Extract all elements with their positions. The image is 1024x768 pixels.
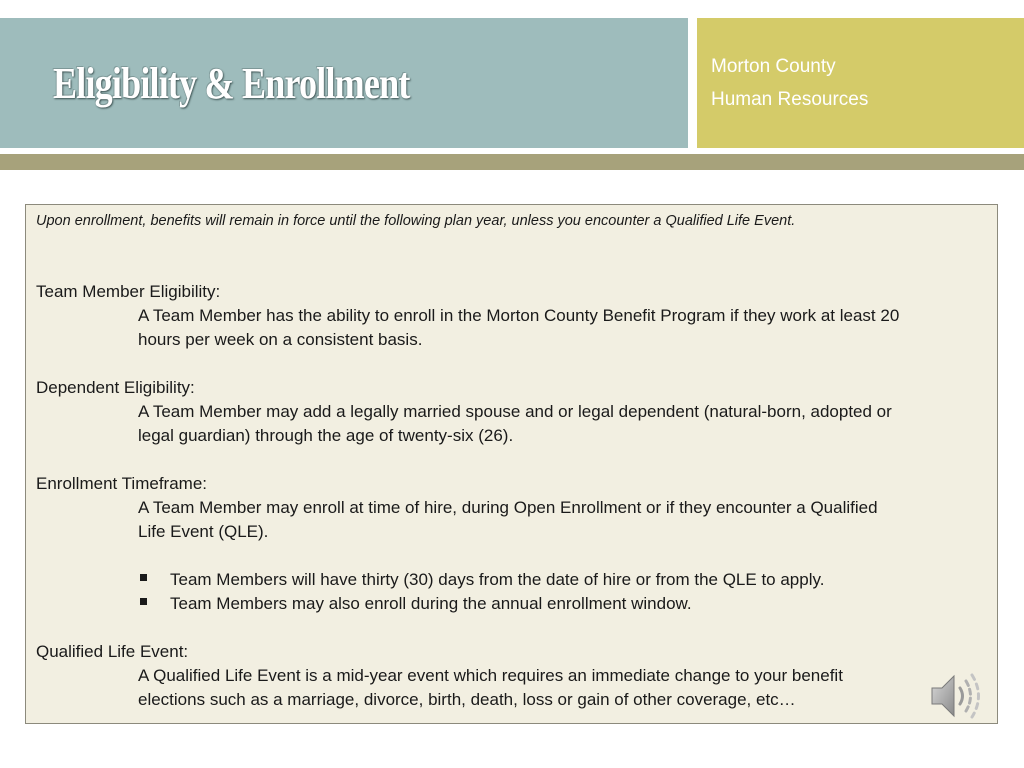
speaker-icon[interactable] — [928, 668, 984, 724]
section-text-line: A Team Member may enroll at time of hire, during Open Enrollment or if they encounter a Qualified — [138, 498, 878, 517]
section-heading-team-member-eligibility: Team Member Eligibility: — [36, 282, 221, 301]
section-text-line: Life Event (QLE). — [138, 522, 269, 541]
section-text-line: A Qualified Life Event is a mid-year event which requires an immediate change to your benefit — [138, 666, 843, 685]
slide-title: Eligibility & Enrollment — [53, 59, 410, 108]
section-text-line: elections such as a marriage, divorce, birth, death, loss or gain of other coverage, etc… — [138, 690, 796, 709]
bullet-item: Team Members will have thirty (30) days from the date of hire or from the QLE to apply. — [170, 570, 825, 589]
org-name: Morton County — [711, 56, 836, 77]
bullet-item: Team Members may also enroll during the annual enrollment window. — [170, 594, 692, 613]
organization-box — [697, 18, 1024, 148]
section-text-line: A Team Member may add a legally married spouse and or legal dependent (natural-born, adopted or — [138, 402, 892, 421]
bullet-square-icon — [140, 598, 147, 605]
org-department: Human Resources — [711, 89, 869, 110]
section-text-line: hours per week on a consistent basis. — [138, 330, 423, 349]
section-text-line: legal guardian) through the age of twenty-six (26). — [138, 426, 514, 445]
section-heading-dependent-eligibility: Dependent Eligibility: — [36, 378, 195, 397]
divider-stripe — [0, 154, 1024, 170]
section-text-line: A Team Member has the ability to enroll in the Morton County Benefit Program if they work at least 20 — [138, 306, 900, 325]
bullet-square-icon — [140, 574, 147, 581]
section-heading-enrollment-timeframe: Enrollment Timeframe: — [36, 474, 207, 493]
section-heading-qualified-life-event: Qualified Life Event: — [36, 642, 189, 661]
intro-text: Upon enrollment, benefits will remain in force until the following plan year, unless you encounter a Qualified Life Event. — [36, 213, 796, 229]
